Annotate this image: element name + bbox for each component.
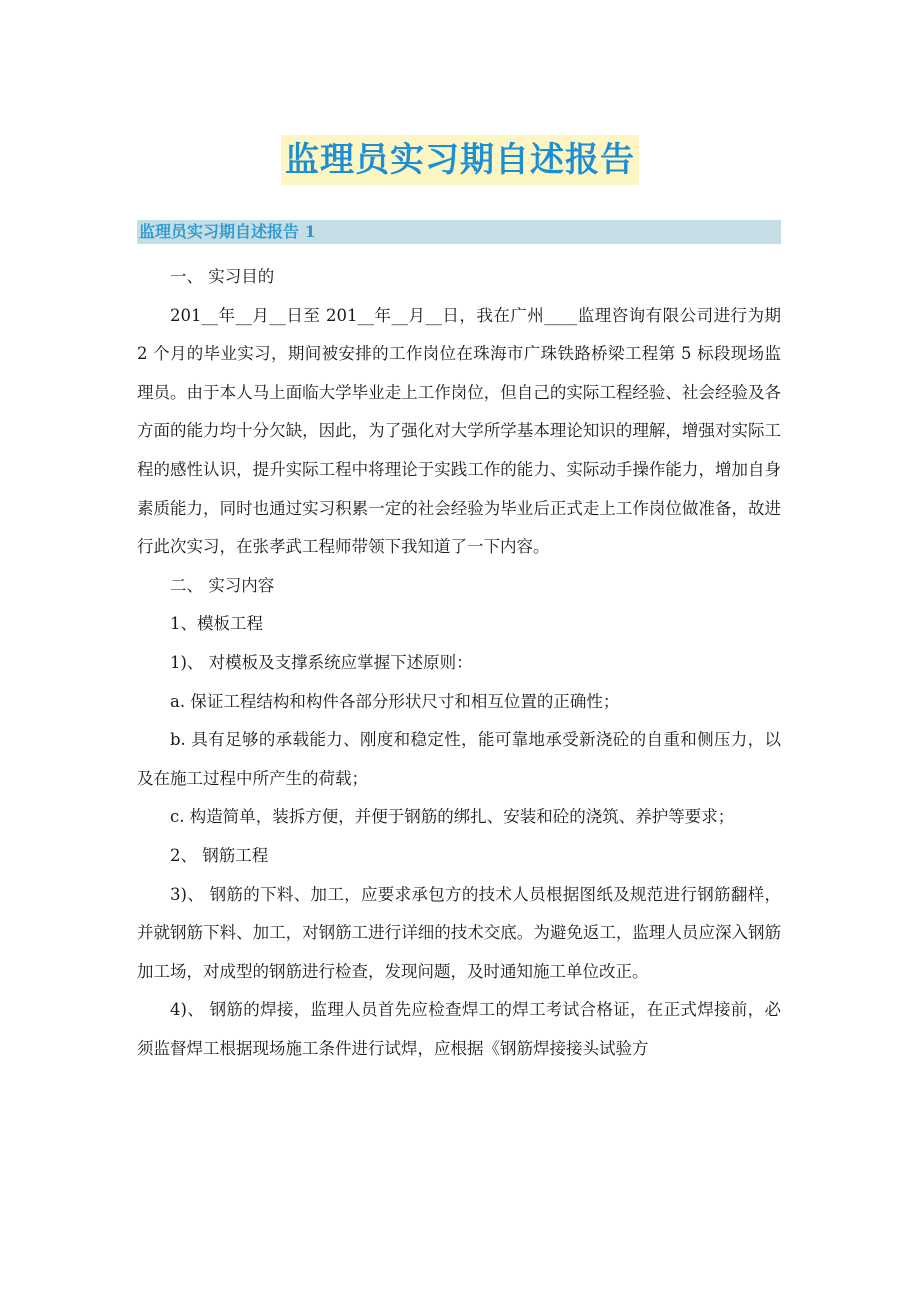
- paragraph: a. 保证工程结构和构件各部分形状尺寸和相互位置的正确性；: [170, 691, 620, 711]
- paragraph: 1)、 对模板及支撑系统应掌握下述原则：: [170, 652, 473, 672]
- paragraph: c. 构造简单，装拆方便，并便于钢筋的绑扎、安装和砼的浇筑、养护等要求；: [170, 807, 735, 827]
- section-heading: 监理员实习期自述报告 1: [137, 220, 781, 244]
- title-wrapper: [0, 135, 920, 185]
- paragraph: 3)、 钢筋的下料、加工，应要求承包方的技术人员根据图纸及规范进行钢筋翻样，并就钢筋下料、加工，对钢筋工进行详细的技术交底。为避免返工，监理人员应深入钢筋加工场，对成型的钢筋进行检查，发现问题，及时通知施工单位改正。: [137, 884, 781, 981]
- paragraph-subheading: 1、模板工程: [170, 614, 263, 634]
- paragraph-heading-content: 二、 实习内容: [170, 575, 275, 595]
- document-title: 监理员实习期自述报告: [281, 135, 639, 185]
- paragraph-heading-purpose: 一、 实习目的: [170, 267, 275, 286]
- paragraph: 201__年__月__日至 201__年__月__日，我在广州____监理咨询有限公司进行为期 2 个月的毕业实习，期间被安排的工作岗位在珠海市广珠铁路桥梁工程第 5 标段现场监理员。由于本人马上面临大学毕业走上工作岗位，但自己的实际工程经验、社会经验及各方面的能力均十分欠缺，因此，为了强化对大学所学基本理论知识的理解，增强对实际工程的感性认识，提升实际工程中将理论于实践工作的能力、实际动手操作能力，增加自身素质能力，同时也通过实习积累一定的社会经验为毕业后正式走上工作岗位做准备，故进行此次实习，在张孝武工程师带领下我知道了一下内容。: [137, 305, 781, 557]
- document-body: [137, 258, 781, 1068]
- paragraph: 4)、 钢筋的焊接，监理人员首先应检查焊工的焊工考试合格证，在正式焊接前，必须监督焊工根据现场施工条件进行试焊，应根据《钢筋焊接接头试验方: [137, 1000, 781, 1058]
- paragraph: b. 具有足够的承载能力、刚度和稳定性，能可靠地承受新浇砼的自重和侧压力，以及在施工过程中所产生的荷载；: [137, 730, 781, 788]
- paragraph-subheading: 2、 钢筋工程: [170, 845, 269, 865]
